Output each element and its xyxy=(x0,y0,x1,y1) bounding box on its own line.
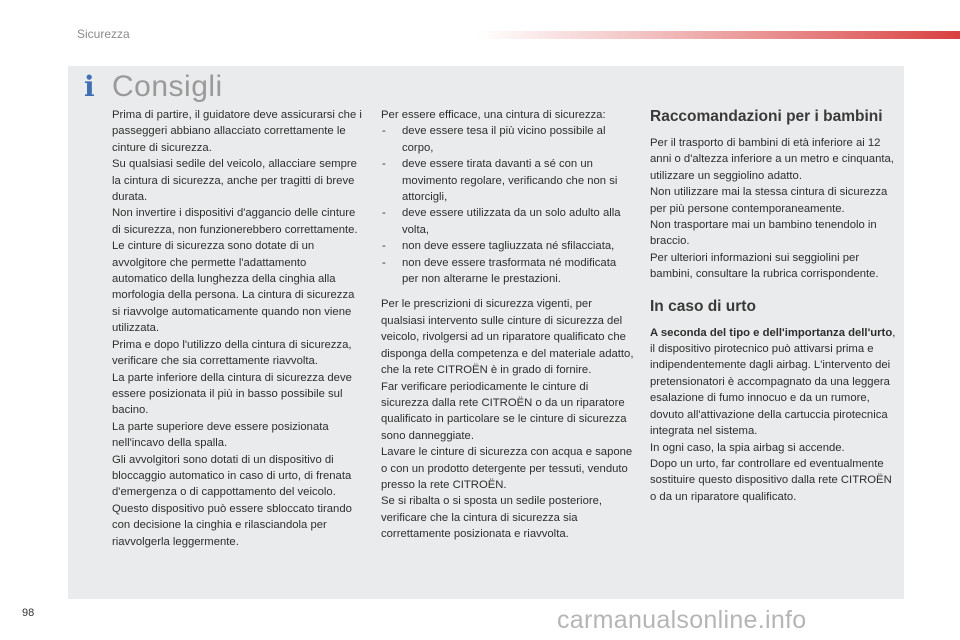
paragraph: Per le prescrizioni di sicurezza vigenti, per qualsiasi intervento sulle cinture di sicurezza del veicolo, rivolgersi ad un riparatore qualificato che disponga della competenza e del materiale adatto, che la rete CITROËN è in grado di fornire. xyxy=(381,298,634,377)
paragraph: La parte inferiore della cintura di sicurezza deve essere posizionata il più in basso possibile sul bacino. xyxy=(112,371,352,417)
paragraph: Per ulteriori informazioni sui seggiolini per bambini, consultare la rubrica corrispondente. xyxy=(650,251,879,281)
paragraph: Far verificare periodicamente le cinture di sicurezza dalla rete CITROËN o da un riparatore qualificato in particolare se le cinture di sicurezza sono danneggiate. xyxy=(381,380,627,442)
list-item: - non deve essere tagliuzzata né sfilacciata, xyxy=(381,238,635,254)
section-heading-impact: In caso di urto xyxy=(650,297,756,315)
lead-rest: , il dispositivo pirotecnico può attivarsi prima e indipendentemente dagli airbag. L'intervento dei pretensionatori è accompagnato da una leggera esalazione di fumo innocuo e da un rumore, dovuto all'attivazione della cartuccia pirotecnica integrata nel sistema. xyxy=(650,326,896,438)
paragraph: Le cinture di sicurezza sono dotate di un avvolgitore che permette l'adattamento automatico della lunghezza della cinghia alla morfologia della persona. La cintura di sicurezza si riavvolge automaticamente quando non viene utilizzata. xyxy=(112,240,355,335)
paragraph: Prima e dopo l'utilizzo della cintura di sicurezza, verificare che sia correttamente riavvolta. xyxy=(112,338,352,368)
paragraph: Su qualsiasi sedile del veicolo, allacciare sempre la cintura di sicurezza, anche per tragitti di breve durata. xyxy=(112,158,357,204)
header-accent-bar xyxy=(478,31,960,39)
paragraph: Dopo un urto, far controllare ed eventualmente sostituire questo dispositivo dalla rete CITROËN o da un riparatore qualificato. xyxy=(650,457,892,503)
paragraph: La parte superiore deve essere posizionata nell'incavo della spalla. xyxy=(112,420,329,450)
paragraph: In ogni caso, la spia airbag si accende. xyxy=(650,441,845,454)
list-item: - deve essere tesa il più vicino possibile al corpo, xyxy=(381,123,635,156)
column-2 xyxy=(381,107,635,543)
paragraph: Non trasportare mai un bambino tenendolo in braccio. xyxy=(650,219,877,248)
paragraph: Prima di partire, il guidatore deve assicurarsi che i passeggeri abbiano allacciato correttamente le cinture di sicurezza. xyxy=(112,109,362,154)
watermark: carmanualsonline.info xyxy=(557,606,807,634)
list-item: - deve essere tirata davanti a sé con un movimento regolare, verificando che non si attorcigli, xyxy=(381,156,635,205)
column-1 xyxy=(112,107,362,550)
paragraph: Per il trasporto di bambini di età inferiore ai 12 anni o d'altezza inferiore a un metro e cinquanta, utilizzare un seggiolino adatto. xyxy=(650,137,894,182)
list-item: - deve essere utilizzata da un solo adulto alla volta, xyxy=(381,205,635,238)
section-heading-children: Raccomandazioni per i bambini xyxy=(650,108,883,125)
info-icon: i xyxy=(84,70,95,103)
column-3 xyxy=(650,107,900,505)
paragraph: Non utilizzare mai la stessa cintura di sicurezza per più persone contemporaneamente. xyxy=(650,186,888,215)
header-section-title: Sicurezza xyxy=(77,27,130,41)
paragraph: Se si ribalta o si sposta un sedile posteriore, verificare che la cintura di sicurezza sia correttamente posizionata e riavvolta. xyxy=(381,495,603,541)
page-number: 98 xyxy=(22,607,35,619)
list-item: - non deve essere trasformata né modificata per non alterarne le prestazioni. xyxy=(381,255,635,288)
bold-lead: A seconda del tipo e dell'importanza dell'urto xyxy=(650,326,893,339)
paragraph: Non invertire i dispositivi d'aggancio delle cinture di sicurezza, non funzionerebbero correttamente. xyxy=(112,207,358,236)
requirements-list xyxy=(381,123,635,287)
list-intro: Per essere efficace, una cintura di sicurezza: xyxy=(381,109,606,121)
panel-title: Consigli xyxy=(112,70,223,103)
paragraph xyxy=(650,325,900,440)
paragraph: Lavare le cinture di sicurezza con acqua e sapone o con un prodotto detergente per tessuti, venduto presso la rete CITROËN. xyxy=(381,446,633,491)
paragraph: Gli avvolgitori sono dotati di un dispositivo di bloccaggio automatico in caso di urto, di frenata d'emergenza o di cappottamento del veicolo. Questo dispositivo può essere sbloccato tirando con decisione la cinghia e rilasciandola per riavvolgerla leggermente. xyxy=(112,453,352,548)
